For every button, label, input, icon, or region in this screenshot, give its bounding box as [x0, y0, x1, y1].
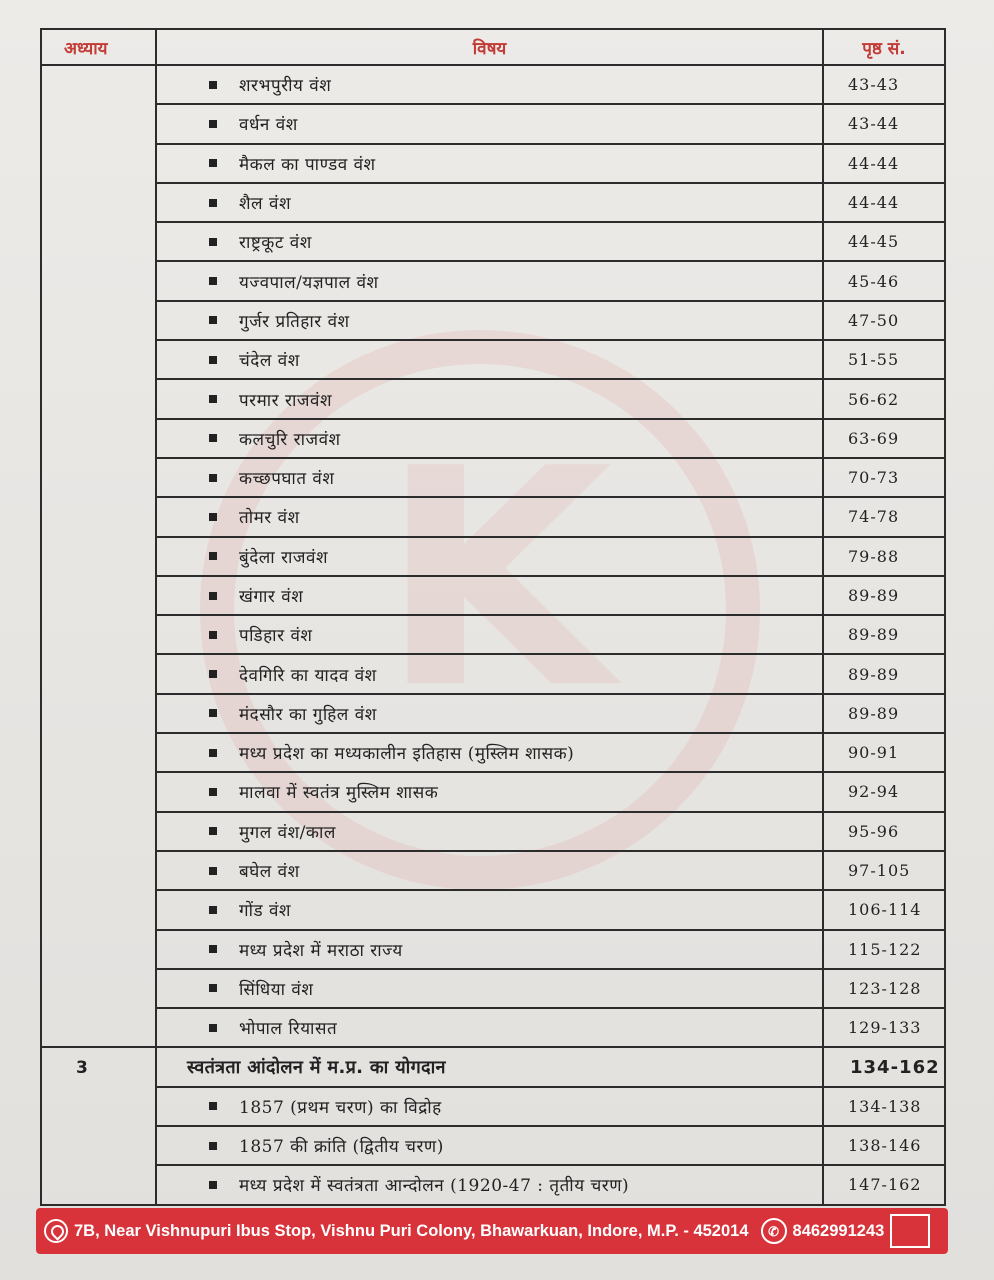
table-row [41, 1165, 945, 1204]
phone-icon: ✆ [761, 1218, 787, 1244]
subject-text: 1857 (प्रथम चरण) का विद्रोह [239, 1097, 442, 1118]
subject-cell [156, 458, 823, 497]
subject-text: भोपाल रियासत [239, 1019, 338, 1040]
table-row [41, 576, 945, 615]
page-range: 115-122 [823, 930, 945, 969]
subject-text: शरभपुरीय वंश [239, 76, 332, 97]
table-row [41, 694, 945, 733]
subject-text: मध्य प्रदेश का मध्यकालीन इतिहास (मुस्लिम शासक) [239, 744, 575, 765]
page-range: 89-89 [823, 654, 945, 693]
table-row [41, 458, 945, 497]
square-bullet-icon [209, 434, 217, 442]
square-bullet-icon [209, 316, 217, 324]
square-bullet-icon [209, 356, 217, 364]
square-bullet-icon [209, 159, 217, 167]
subject-cell [156, 851, 823, 890]
table-row [41, 497, 945, 536]
square-bullet-icon [209, 120, 217, 128]
page-range: 138-146 [823, 1126, 945, 1165]
footer-address: 7B, Near Vishnupuri Ibus Stop, Vishnu Puri Colony, Bhawarkuan, Indore, M.P. - 452014 [74, 1221, 749, 1240]
subject-cell [156, 1165, 823, 1204]
table-row [41, 654, 945, 693]
table-row [41, 261, 945, 300]
subject-text: यज्वपाल/यज्ञपाल वंश [239, 272, 379, 293]
page-range: 74-78 [823, 497, 945, 536]
subject-text: मुगल वंश/काल [239, 822, 336, 843]
subject-text: मंदसौर का गुहिल वंश [239, 704, 377, 725]
subject-cell [156, 222, 823, 261]
page-range: 129-133 [823, 1008, 945, 1047]
page-range: 89-89 [823, 694, 945, 733]
table-row [41, 419, 945, 458]
subject-text: खंगार वंश [239, 587, 304, 607]
subject-text: शैल वंश [239, 194, 292, 215]
header-page-no: पृष्ठ सं. [823, 29, 945, 65]
subject-cell [156, 1008, 823, 1047]
table-row [41, 851, 945, 890]
subject-cell [156, 1087, 823, 1126]
square-bullet-icon [209, 238, 217, 246]
subject-cell [156, 261, 823, 300]
subject-cell [156, 419, 823, 458]
subject-text: मालवा में स्वतंत्र मुस्लिम शासक [239, 783, 439, 804]
subject-cell [156, 65, 823, 104]
subject-cell [156, 1126, 823, 1165]
location-pin-icon [44, 1219, 68, 1243]
square-bullet-icon [209, 631, 217, 639]
square-bullet-icon [209, 81, 217, 89]
square-bullet-icon [209, 474, 217, 482]
page-range: 97-105 [823, 851, 945, 890]
page-range: 95-96 [823, 812, 945, 851]
subject-text: बघेल वंश [239, 862, 300, 883]
page-range: 106-114 [823, 890, 945, 929]
square-bullet-icon [209, 1142, 217, 1150]
page-range: 147-162 [823, 1165, 945, 1204]
table-row [41, 812, 945, 851]
subject-text: तोमर वंश [239, 508, 300, 529]
section-row [41, 1047, 945, 1086]
table-row [41, 222, 945, 261]
square-bullet-icon [209, 788, 217, 796]
table-row [41, 65, 945, 104]
table-body [41, 65, 945, 1205]
square-bullet-icon [209, 749, 217, 757]
page-range: 43-43 [823, 65, 945, 104]
subject-cell [156, 969, 823, 1008]
table-header-row [41, 29, 945, 65]
page-range: 47-50 [823, 301, 945, 340]
table-row [41, 1087, 945, 1126]
subject-text: कच्छपघात वंश [239, 469, 335, 490]
subject-text: देवगिरि का यादव वंश [239, 665, 377, 686]
subject-cell [156, 379, 823, 418]
subject-cell [156, 183, 823, 222]
square-bullet-icon [209, 670, 217, 678]
square-bullet-icon [209, 592, 217, 600]
square-bullet-icon [209, 552, 217, 560]
subject-cell [156, 144, 823, 183]
square-bullet-icon [209, 1181, 217, 1189]
square-bullet-icon [209, 199, 217, 207]
subject-cell [156, 104, 823, 143]
chapter-cell [41, 65, 156, 1047]
subject-cell [156, 497, 823, 536]
page-range: 89-89 [823, 615, 945, 654]
page-range: 44-44 [823, 183, 945, 222]
subject-text: परमार राजवंश [239, 390, 333, 411]
subject-cell [156, 537, 823, 576]
square-bullet-icon [209, 827, 217, 835]
table-row [41, 183, 945, 222]
subject-cell [156, 930, 823, 969]
subject-text: वर्धन वंश [239, 115, 298, 136]
subject-cell [156, 1047, 823, 1086]
table-row [41, 301, 945, 340]
subject-cell [156, 301, 823, 340]
subject-cell [156, 576, 823, 615]
table-row [41, 1008, 945, 1047]
header-chapter: अध्याय [41, 29, 156, 65]
subject-cell [156, 654, 823, 693]
subject-text: पडिहार वंश [239, 626, 313, 647]
subject-cell [156, 733, 823, 772]
subject-text: मध्य प्रदेश में स्वतंत्रता आन्दोलन (1920-47 : तृतीय चरण) [239, 1176, 630, 1197]
subject-text: मध्य प्रदेश में मराठा राज्य [239, 940, 403, 961]
page-range: 43-44 [823, 104, 945, 143]
footer-box [890, 1214, 930, 1248]
table-row [41, 340, 945, 379]
footer-bar [36, 1208, 948, 1254]
table-row [41, 772, 945, 811]
subject-text: राष्ट्रकूट वंश [239, 233, 312, 254]
square-bullet-icon [209, 945, 217, 953]
page-range: 44-44 [823, 144, 945, 183]
watermark-logo-letter: K [380, 405, 613, 754]
subject-text: मैकल का पाण्डव वंश [239, 154, 376, 175]
square-bullet-icon [209, 867, 217, 875]
table-row [41, 930, 945, 969]
subject-text: सिंधिया वंश [239, 979, 314, 1000]
subject-text: गुर्जर प्रतिहार वंश [239, 311, 350, 332]
subject-cell [156, 340, 823, 379]
page-range: 89-89 [823, 576, 945, 615]
subject-text: बुंदेला राजवंश [239, 547, 329, 568]
page-range: 90-91 [823, 733, 945, 772]
square-bullet-icon [209, 984, 217, 992]
square-bullet-icon [209, 709, 217, 717]
subject-text: गोंड वंश [239, 901, 291, 922]
table-row [41, 890, 945, 929]
subject-text: स्वतंत्रता आंदोलन में म.प्र. का योगदान [187, 1057, 446, 1079]
subject-text: चंदेल वंश [239, 351, 300, 372]
page-range: 92-94 [823, 772, 945, 811]
table-row [41, 104, 945, 143]
table-of-contents [40, 28, 946, 1206]
subject-cell [156, 615, 823, 654]
table-row [41, 537, 945, 576]
page-range: 134-162 [823, 1047, 945, 1086]
subject-cell [156, 772, 823, 811]
square-bullet-icon [209, 1024, 217, 1032]
page-range: 63-69 [823, 419, 945, 458]
subject-cell [156, 890, 823, 929]
table-row [41, 969, 945, 1008]
square-bullet-icon [209, 1102, 217, 1110]
square-bullet-icon [209, 906, 217, 914]
square-bullet-icon [209, 395, 217, 403]
page-range: 79-88 [823, 537, 945, 576]
subject-cell [156, 694, 823, 733]
page-range: 134-138 [823, 1087, 945, 1126]
page-range: 70-73 [823, 458, 945, 497]
page-range: 56-62 [823, 379, 945, 418]
page-range: 44-45 [823, 222, 945, 261]
subject-text: कलचुरि राजवंश [239, 429, 341, 450]
square-bullet-icon [209, 277, 217, 285]
square-bullet-icon [209, 513, 217, 521]
table-row [41, 1126, 945, 1165]
table-row [41, 144, 945, 183]
page-range: 45-46 [823, 261, 945, 300]
page-range: 123-128 [823, 969, 945, 1008]
table-row [41, 733, 945, 772]
subject-cell [156, 812, 823, 851]
page-range: 51-55 [823, 340, 945, 379]
table-row [41, 615, 945, 654]
header-subject: विषय [156, 29, 823, 65]
footer-phone: 8462991243 [792, 1221, 885, 1240]
table-row [41, 379, 945, 418]
chapter-number: 3 [41, 1047, 156, 1204]
subject-text: 1857 की क्रांति (द्वितीय चरण) [239, 1137, 444, 1158]
